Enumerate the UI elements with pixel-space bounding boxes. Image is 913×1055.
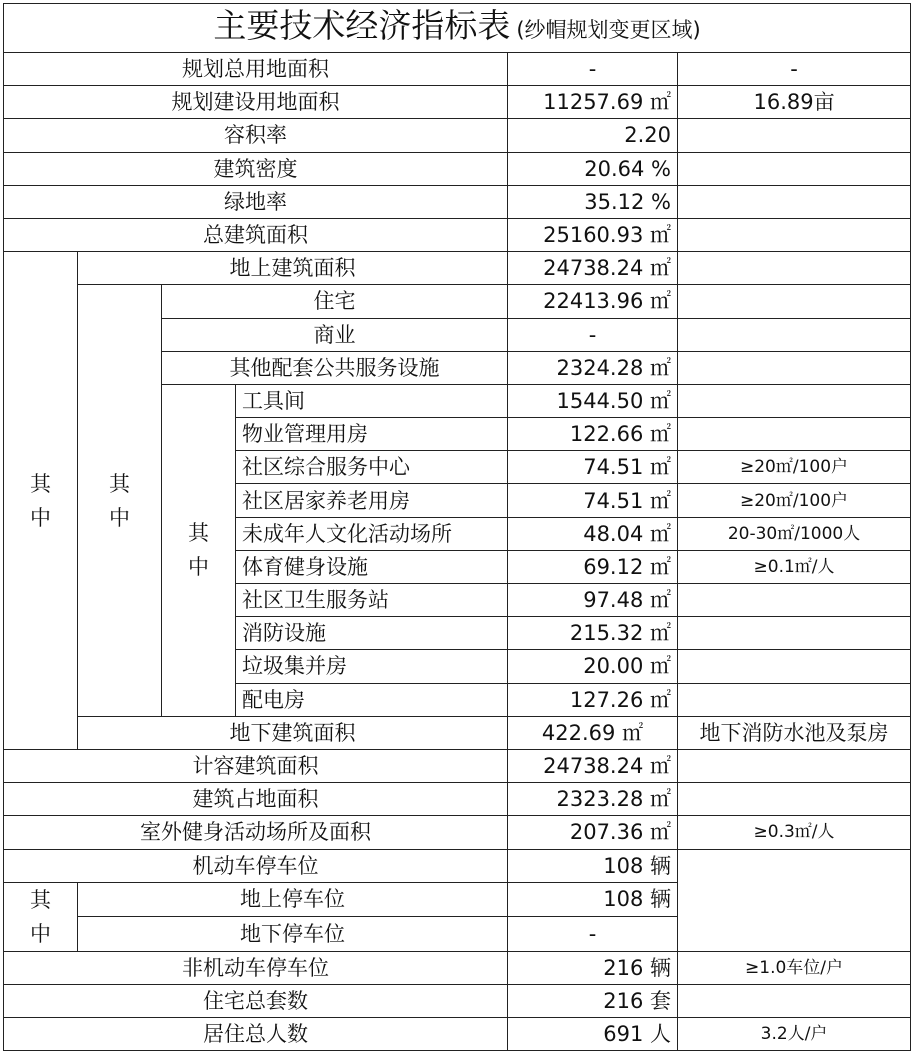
row-note <box>678 418 911 451</box>
row-label: 建筑占地面积 <box>4 783 508 816</box>
row-label: 室外健身活动场所及面积 <box>4 816 508 849</box>
row-note <box>678 683 911 716</box>
row-value: 127.26 ㎡ <box>508 683 678 716</box>
row-label: 住宅总套数 <box>4 984 508 1017</box>
row-note <box>678 351 911 384</box>
row-note: ≥1.0车位/户 <box>678 951 911 984</box>
title-text: 主要技术经济指标表 <box>213 6 511 45</box>
row-label: 地下停车位 <box>78 917 508 952</box>
table-row <box>4 285 911 318</box>
qizhong-group-label-3: 其 中 <box>162 384 236 716</box>
row-label: 消防设施 <box>236 617 508 650</box>
row-value: 48.04 ㎡ <box>508 517 678 550</box>
row-note <box>678 584 911 617</box>
row-value: 24738.24 ㎡ <box>508 749 678 782</box>
row-value: 20.64 % <box>508 152 678 185</box>
row-note: 20-30㎡/1000人 <box>678 517 911 550</box>
row-label: 居住总人数 <box>4 1018 508 1051</box>
row-label: 建筑密度 <box>4 152 508 185</box>
row-value: 207.36 ㎡ <box>508 816 678 849</box>
table-row <box>4 849 911 882</box>
qizhong-group-label-4: 其 中 <box>4 882 78 951</box>
row-label: 商业 <box>162 318 508 351</box>
row-label: 社区卫生服务站 <box>236 584 508 617</box>
row-value: 691 人 <box>508 1018 678 1051</box>
row-value: 216 套 <box>508 984 678 1017</box>
table-row <box>4 152 911 185</box>
row-value: 22413.96 ㎡ <box>508 285 678 318</box>
row-note <box>678 318 911 351</box>
row-note <box>678 650 911 683</box>
row-value: 2.20 <box>508 119 678 152</box>
row-label: 规划总用地面积 <box>4 53 508 86</box>
row-note: 3.2人/户 <box>678 1018 911 1051</box>
row-note <box>678 749 911 782</box>
row-value: 216 辆 <box>508 951 678 984</box>
table-row <box>4 716 911 749</box>
row-note <box>678 185 911 218</box>
row-note: ≥0.1㎡/人 <box>678 550 911 583</box>
row-label: 地下建筑面积 <box>78 716 508 749</box>
table-title-row <box>4 4 911 53</box>
table-row <box>4 783 911 816</box>
row-value: 11257.69 ㎡ <box>508 86 678 119</box>
row-note <box>678 783 911 816</box>
technical-economic-indicator-table <box>3 3 911 1051</box>
row-value: 2324.28 ㎡ <box>508 351 678 384</box>
row-label: 垃圾集并房 <box>236 650 508 683</box>
row-note: ≥20㎡/100户 <box>678 451 911 484</box>
row-note <box>678 849 911 951</box>
row-label: 规划建设用地面积 <box>4 86 508 119</box>
row-label: 地上建筑面积 <box>78 252 508 285</box>
row-value: 108 辆 <box>508 882 678 917</box>
table-row <box>4 749 911 782</box>
row-value: 422.69 ㎡ <box>508 716 678 749</box>
table-row <box>4 252 911 285</box>
row-label: 物业管理用房 <box>236 418 508 451</box>
row-label: 社区综合服务中心 <box>236 451 508 484</box>
table-row <box>4 951 911 984</box>
row-value: 74.51 ㎡ <box>508 451 678 484</box>
row-value: 122.66 ㎡ <box>508 418 678 451</box>
row-note: 地下消防水池及泵房 <box>678 716 911 749</box>
row-note: ≥0.3㎡/人 <box>678 816 911 849</box>
row-value: 69.12 ㎡ <box>508 550 678 583</box>
table-row <box>4 185 911 218</box>
subtitle-text: (纱帽规划变更区域) <box>516 18 701 42</box>
table-row <box>4 218 911 251</box>
row-value: 108 辆 <box>508 849 678 882</box>
row-value: - <box>508 318 678 351</box>
row-value: 97.48 ㎡ <box>508 584 678 617</box>
row-value: 74.51 ㎡ <box>508 484 678 517</box>
qizhong-group-label-1: 其 中 <box>4 252 78 750</box>
row-value: 35.12 % <box>508 185 678 218</box>
row-label: 机动车停车位 <box>4 849 508 882</box>
table-row <box>4 816 911 849</box>
row-note <box>678 285 911 318</box>
row-label: 非机动车停车位 <box>4 951 508 984</box>
table-title <box>4 4 911 53</box>
table-row <box>4 86 911 119</box>
row-value: 2323.28 ㎡ <box>508 783 678 816</box>
row-note <box>678 984 911 1017</box>
table-row <box>4 119 911 152</box>
row-note <box>678 119 911 152</box>
row-value: - <box>508 917 678 952</box>
table-row <box>4 984 911 1017</box>
row-value: 215.32 ㎡ <box>508 617 678 650</box>
row-label: 计容建筑面积 <box>4 749 508 782</box>
row-value: - <box>508 53 678 86</box>
row-value: 24738.24 ㎡ <box>508 252 678 285</box>
row-label: 社区居家养老用房 <box>236 484 508 517</box>
row-value: 1544.50 ㎡ <box>508 384 678 417</box>
row-label: 其他配套公共服务设施 <box>162 351 508 384</box>
row-label: 配电房 <box>236 683 508 716</box>
row-label: 地上停车位 <box>78 882 508 917</box>
row-label: 工具间 <box>236 384 508 417</box>
row-note: ≥20㎡/100户 <box>678 484 911 517</box>
row-note: - <box>678 53 911 86</box>
table-row <box>4 1018 911 1051</box>
qizhong-group-label-2: 其 中 <box>78 285 162 716</box>
row-label: 容积率 <box>4 119 508 152</box>
row-label: 住宅 <box>162 285 508 318</box>
row-note <box>678 384 911 417</box>
row-label: 体育健身设施 <box>236 550 508 583</box>
row-label: 总建筑面积 <box>4 218 508 251</box>
row-label: 未成年人文化活动场所 <box>236 517 508 550</box>
row-note <box>678 218 911 251</box>
row-value: 20.00 ㎡ <box>508 650 678 683</box>
row-note: 16.89亩 <box>678 86 911 119</box>
row-note <box>678 152 911 185</box>
table-row <box>4 53 911 86</box>
row-label: 绿地率 <box>4 185 508 218</box>
row-value: 25160.93 ㎡ <box>508 218 678 251</box>
row-note <box>678 617 911 650</box>
row-note <box>678 252 911 285</box>
